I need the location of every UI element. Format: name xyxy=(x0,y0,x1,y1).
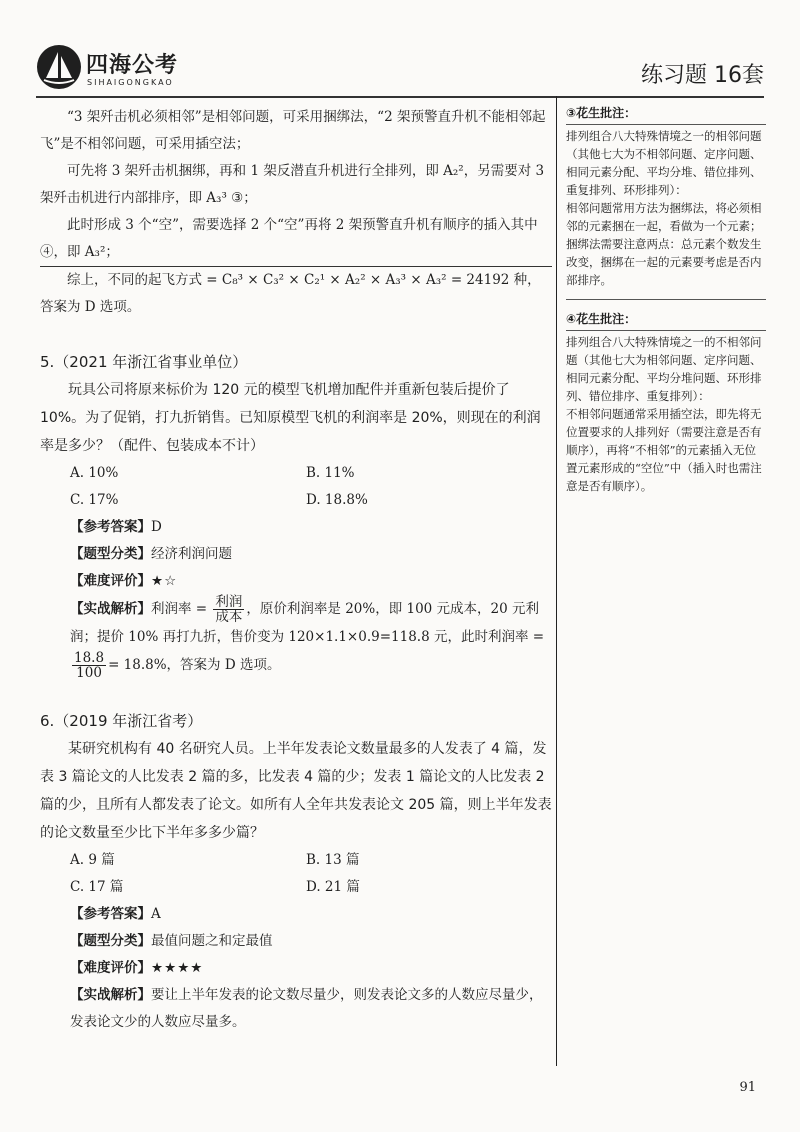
analysis-text-c: = 18.8%，答案为 D 选项。 xyxy=(108,657,281,673)
page-number: 91 xyxy=(739,1080,756,1095)
difficulty-label: 【难度评价】 xyxy=(70,960,151,976)
option-b: B. 11% xyxy=(306,465,355,481)
analysis-text-b: ，原价利润率是 20%，即 100 元成本，20 元利润；提价 10% 再打九折，售价变为 120×1.1×0.9=118.8 元，此时利润率 = xyxy=(70,601,545,645)
question-5-stem: 玩具公司将原来标价为 120 元的模型飞机增加配件并重新包装后提价了 10%。为了促销，打九折销售。已知原模型飞机的利润率是 20%，则现在的利润率是多少？（配件、包装成本不计） xyxy=(40,382,541,454)
question-6 xyxy=(40,708,552,1036)
fraction-denominator: 成本 xyxy=(215,609,243,625)
question-6-options xyxy=(40,847,552,901)
explanation-paragraph-1: “3 架歼击机必须相邻”是相邻问题，可采用捆绑法，“2 架预警直升机不能相邻起飞”是不相邻问题，可采用插空法； xyxy=(40,109,546,152)
answer-label: 【参考答案】 xyxy=(70,519,151,535)
answer-value: A xyxy=(151,906,161,922)
fraction-profit-over-cost xyxy=(213,595,244,624)
type-label: 【题型分类】 xyxy=(70,546,151,562)
analysis-paragraph xyxy=(40,595,552,680)
note-3-title: ③花生批注： xyxy=(566,104,766,125)
difficulty-stars: ★★★★ xyxy=(151,960,204,976)
analysis-label: 【实战解析】 xyxy=(70,987,151,1003)
explanation-paragraph-4: 综上，不同的起飞方式 = C₈³ × C₃² × C₂¹ × A₂² × A₃³ × A₃² = 24192 种，答案为 D 选项。 xyxy=(40,272,541,315)
note-4 xyxy=(566,310,766,495)
note-3-text-a: 排列组合八大特殊情境之一的相邻问题（其他七大为不相邻问题、定序问题、相同元素分配、平均分堆、错位排列、重复排列、环形排列）： xyxy=(566,129,762,197)
type-label: 【题型分类】 xyxy=(70,933,151,949)
brand-name: 四海公考 xyxy=(86,53,179,78)
margin-notes xyxy=(566,104,766,505)
answer-line xyxy=(40,514,552,541)
sailboat-logo-icon xyxy=(36,44,82,90)
brand-subtitle: SIHAIGONGKAO xyxy=(87,78,174,87)
difficulty-line xyxy=(40,568,552,595)
note-3-text-c: 捆绑法需要注意两点：总元素个数发生改变，捆绑在一起的元素要考虑是否内部排序。 xyxy=(566,237,762,287)
main-column xyxy=(40,104,552,1036)
difficulty-line xyxy=(40,955,552,982)
fraction-result xyxy=(72,651,106,680)
note-3-text-b: 相邻问题常用方法为捆绑法，将必须相邻的元素捆在一起，看做为一个元素； xyxy=(566,201,762,233)
option-a: A. 9 篇 xyxy=(70,852,115,868)
option-c: C. 17 篇 xyxy=(70,879,124,895)
question-6-stem: 某研究机构有 40 名研究人员。上半年发表论文数量最多的人发表了 4 篇，发表 3 篇论文的人比发表 2 篇的多，比发表 4 篇的少；发表 1 篇论文的人比发表 2 篇的少，且所有人都发表了论文。如所有人全年共发表论文 205 篇，则上半年发表的论文数量至少比下半年多多少篇？ xyxy=(40,741,552,841)
type-value: 最值问题之和定最值 xyxy=(151,933,273,949)
option-b: B. 13 篇 xyxy=(306,852,360,868)
fraction-numerator: 18.8 xyxy=(74,650,105,666)
note-3 xyxy=(566,104,766,289)
answer-line xyxy=(40,901,552,928)
fraction-numerator: 利润 xyxy=(215,594,243,610)
analysis-label: 【实战解析】 xyxy=(70,601,151,617)
explanation-paragraph-3: 此时形成 3 个“空”，需要选择 2 个“空”再将 2 架预警直升机有顺序的插入其中④，即 A₃²； xyxy=(40,212,552,267)
option-d: D. 18.8% xyxy=(306,492,368,508)
question-5-heading: 5.（2021 年浙江省事业单位） xyxy=(40,353,248,371)
option-d: D. 21 篇 xyxy=(306,879,360,895)
answer-value: D xyxy=(151,519,162,535)
difficulty-label: 【难度评价】 xyxy=(70,573,151,589)
option-a: A. 10% xyxy=(70,465,119,481)
type-line xyxy=(40,928,552,955)
analysis-text: 要让上半年发表的论文数尽量少，则发表论文多的人数应尽量少，发表论文少的人数应尽量多。 xyxy=(70,987,543,1030)
analysis-paragraph xyxy=(40,982,552,1036)
note-4-text-a: 排列组合八大特殊情境之一的不相邻问题（其他七大为相邻问题、定序问题、相同元素分配、平均分堆问题、环形排列、错位排序、重复排列）： xyxy=(566,335,762,403)
note-divider xyxy=(566,299,766,300)
question-5-options xyxy=(40,460,552,514)
note-4-title: ④花生批注： xyxy=(566,310,766,331)
column-divider xyxy=(556,96,557,1066)
option-c: C. 17% xyxy=(70,492,119,508)
difficulty-stars: ★☆ xyxy=(151,573,178,589)
question-6-heading: 6.（2019 年浙江省考） xyxy=(40,712,203,730)
fraction-denominator: 100 xyxy=(76,665,102,681)
type-line xyxy=(40,541,552,568)
type-value: 经济利润问题 xyxy=(151,546,232,562)
answer-label: 【参考答案】 xyxy=(70,906,151,922)
explanation-paragraph-2: 可先将 3 架歼击机捆绑，再和 1 架反潜直升机进行全排列，即 A₂²，另需要对 3 架歼击机进行内部排序，即 A₃³ ③； xyxy=(40,163,545,206)
question-5 xyxy=(40,349,552,680)
header-rule xyxy=(36,96,764,98)
analysis-text-a: 利润率 = xyxy=(151,601,208,617)
series-title: 练习题 16套 xyxy=(641,63,764,88)
note-4-text-b: 不相邻问题通常采用插空法，即先将无位置要求的人排列好（需要注意是否有顺序），再将“不相邻”的元素插入无位置元素形成的“空位”中（插入时也需注意是否有顺序）。 xyxy=(566,407,762,493)
